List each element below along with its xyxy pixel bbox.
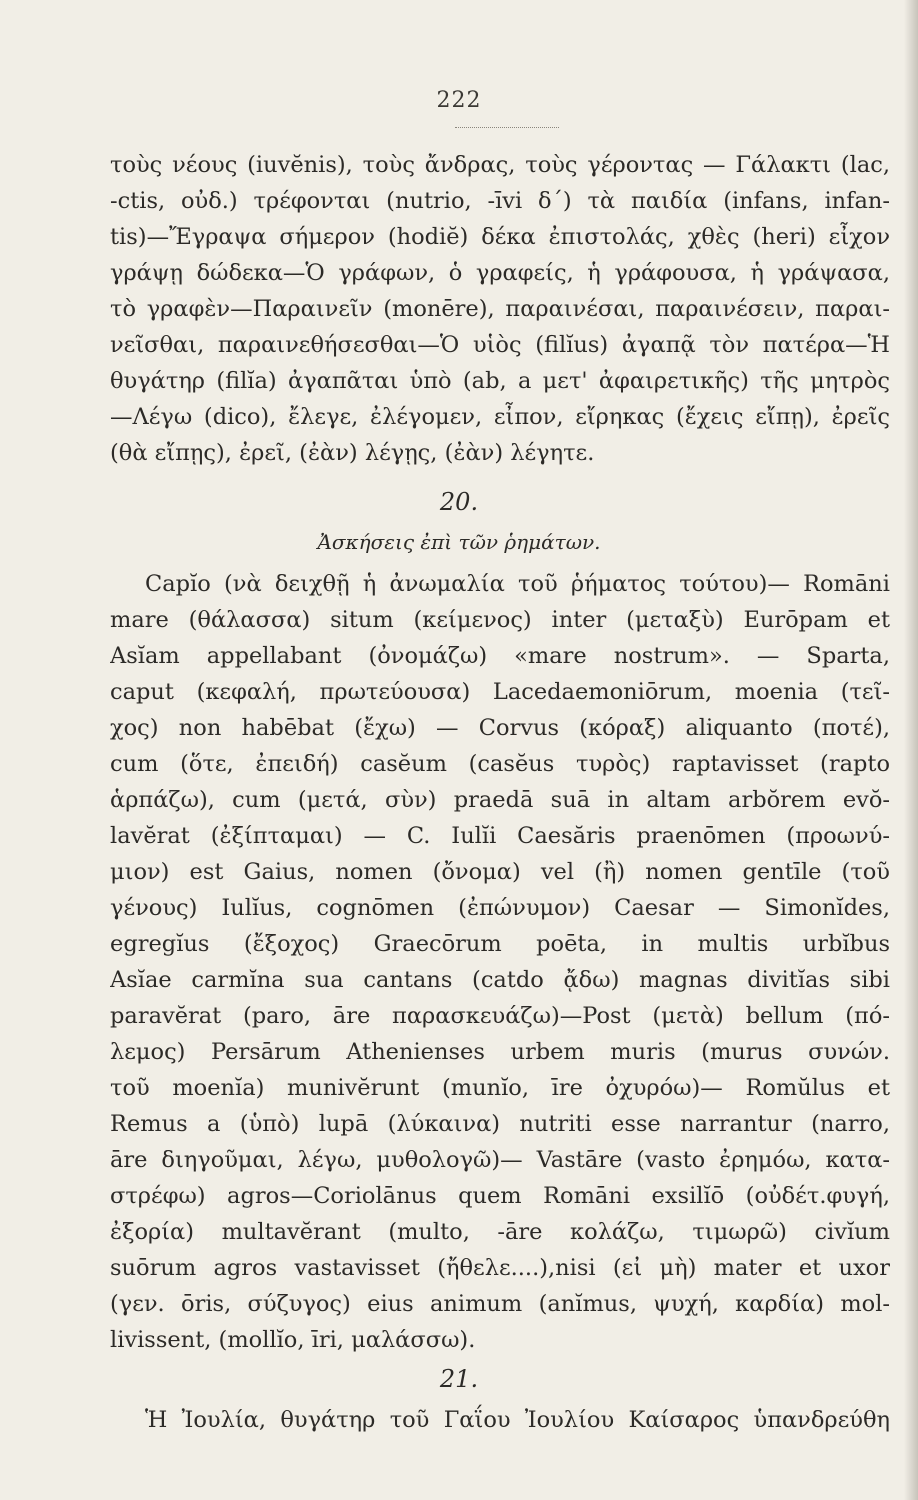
text-line: egregĭus (ἔξοχος) Graecōrum poēta, in multis urbĭbus [110, 931, 890, 957]
text-line: χος) non habēbat (ἔχω) — Corvus (κόραξ) aliquanto (ποτέ), [110, 715, 890, 741]
text-line: ἁρπάζω), cum (μετά, σὺν) praedā suā in altam arbŏrem evŏ- [110, 787, 890, 813]
text-line: στρέφω) agros—Coriolānus quem Romāni exsilĭō (οὐδέτ.φυγή, [110, 1183, 890, 1209]
text-line: Asĭam appellabant (ὀνομάζω) «mare nostrum». — Sparta, [110, 643, 890, 669]
text-line: -ctis, οὐδ.) τρέφονται (nutrio, -īvi δ΄) τὰ παιδία (infans, infan- [110, 188, 890, 214]
text-line: āre διηγοῦμαι, λέγω, μυθολογῶ)— Vastāre (vasto ἐρημόω, κατα- [110, 1147, 890, 1173]
text-line: suōrum agros vastavisset (ἤθελε....),nisi (εἰ μὴ) mater et uxor [110, 1255, 890, 1281]
text-line: Remus a (ὑπὸ) lupā (λύκαινα) nutriti esse narrantur (narro, [110, 1111, 890, 1137]
text-line: τοῦ moenĭa) munivĕrunt (munĭo, īre ὀχυρόω)— Romŭlus et [110, 1075, 890, 1101]
page-number: 222 [436, 88, 482, 113]
text-line: τοὺς νέους (iuvĕnis), τοὺς ἄνδρας, τοὺς γέροντας — Γάλακτι (lac, [110, 152, 890, 178]
text-line: lavĕrat (ἐξίπταμαι) — C. Iulĭi Caesăris praenōmen (προωνύ- [110, 823, 890, 849]
text-line: Capĭo (νὰ δειχθῇ ἡ ἀνωμαλία τοῦ ῥήματος τούτου)— Romāni [145, 571, 890, 597]
text-line: ἐξορία) multavĕrant (multo, -āre κολάζω, τιμωρῶ) civĭum [110, 1219, 890, 1245]
text-line: γράψῃ δώδεκα—Ὁ γράφων, ὁ γραφείς, ἡ γράφουσα, ἡ γράψασα, [110, 260, 890, 286]
text-line: cum (ὅτε, ἐπειδή) casĕum (casĕus τυρὸς) raptavisset (rapto [110, 751, 890, 777]
text-line: caput (κεφαλή, πρωτεύουσα) Lacedaemoniōrum, moenia (τεῖ- [110, 679, 890, 705]
section-number-20: 20. [439, 488, 479, 516]
page-edge-shadow [904, 0, 918, 1500]
text-line: λεμος) Persārum Athenienses urbem muris (murus συνών. [110, 1039, 890, 1065]
text-line: νεῖσθαι, παραινεθήσεσθαι—Ὁ υἱὸς (filĭus) ἀγαπᾷ τὸν πατέρα—Ἡ [110, 332, 890, 358]
section-heading-20: Ἀσκήσεις ἐπὶ τῶν ῥημάτων. [317, 530, 601, 554]
text-line: —Λέγω (dico), ἔλεγε, ἐλέγομεν, εἶπον, εἴρηκας (ἔχεις εἴπῃ), ἐρεῖς [110, 404, 890, 430]
text-line: γένους) Iulĭus, cognōmen (ἐπώνυμον) Caesar — Simonĭdes, [110, 895, 890, 921]
text-line: tis)—Ἔγραψα σήμερον (hodiĕ) δέκα ἐπιστολάς, χθὲς (heri) εἶχον [110, 224, 890, 250]
page-number-rule [455, 127, 559, 128]
text-line: paravĕrat (paro, āre παρασκευάζω)—Post (μετὰ) bellum (πό- [110, 1003, 890, 1029]
text-line: θυγάτηρ (filĭa) ἀγαπᾶται ὑπὸ (ab, a μετ' ἀφαιρετικῆς) τῆς μητρὸς [110, 368, 890, 394]
text-line: Ἡ Ἰουλία, θυγάτηρ τοῦ Γαΐου Ἰουλίου Καίσαρος ὑπανδρεύθη [145, 1407, 890, 1433]
text-line: (θὰ εἴπῃς), ἐρεῖ, (ἐὰν) λέγῃς, (ἐὰν) λέγητε. [110, 440, 595, 466]
text-line: mare (θάλασσα) situm (κείμενος) inter (μεταξὺ) Eurōpam et [110, 607, 890, 633]
text-line: μιον) est Gaius, nomen (ὄνομα) vel (ἢ) nomen gentīle (τοῦ [110, 859, 890, 885]
text-line: τὸ γραφὲν—Παραινεῖν (monēre), παραινέσαι, παραινέσειν, παραι- [110, 296, 890, 322]
text-line: Asĭae carmĭna sua cantans (catdo ᾄδω) magnas divitĭas sibi [110, 967, 890, 993]
text-line: livissent, (mollĭo, īri, μαλάσσω). [110, 1327, 476, 1353]
section-number-21: 21. [439, 1365, 479, 1393]
text-line: (γεν. ōris, σύζυγος) eius animum (anĭmus, ψυχή, καρδία) mol- [110, 1291, 890, 1317]
